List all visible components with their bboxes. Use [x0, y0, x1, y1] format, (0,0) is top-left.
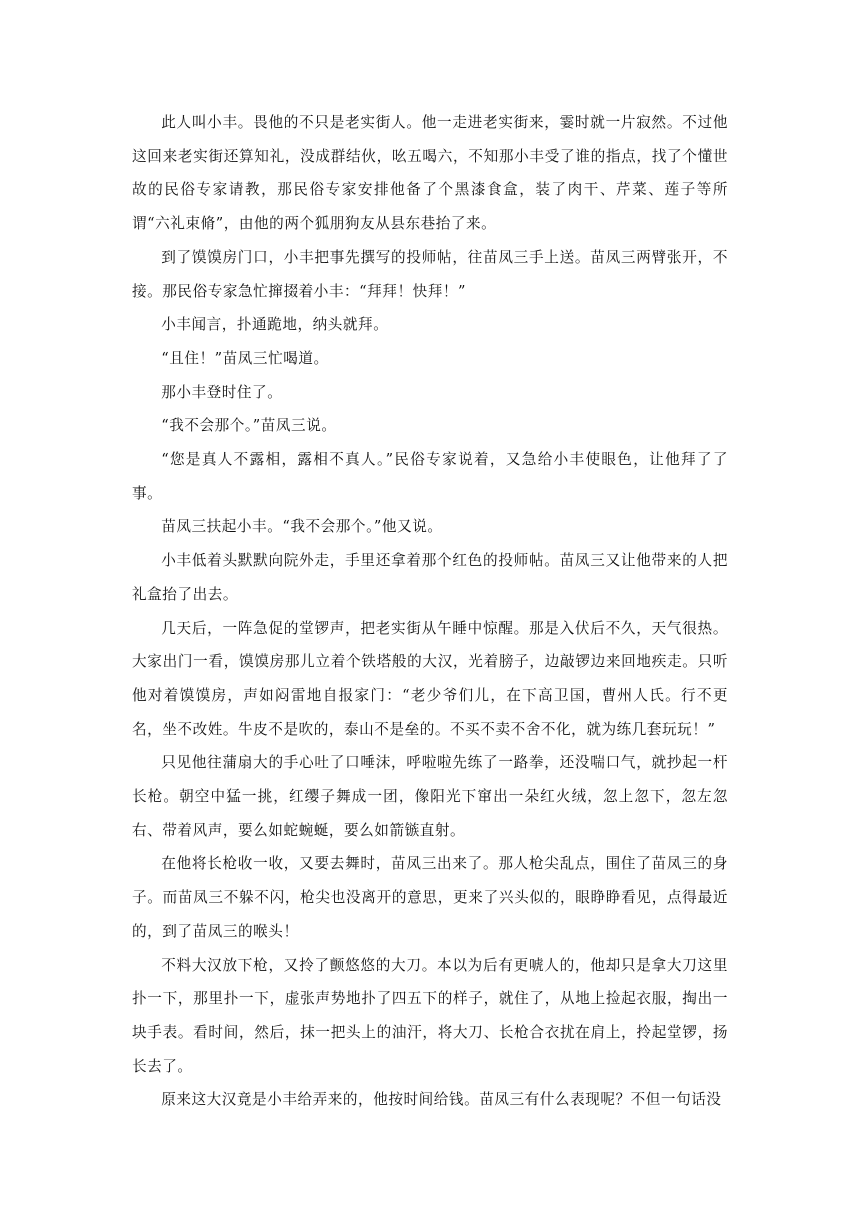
- paragraph: 原来这大汉竟是小丰给弄来的，他按时间给钱。苗凤三有什么表现呢？不但一句话没: [161, 1091, 722, 1109]
- paragraph: 到了馍馍房门口，小丰把事先撰写的投师帖，往苗凤三手上送。苗凤三两臂张开，不接。那民俗专家急忙撺掇着小丰：“拜拜！快拜！”: [132, 248, 728, 300]
- body-text: [132, 106, 728, 1117]
- paragraph: “我不会那个。”苗凤三说。: [161, 417, 337, 435]
- paragraph: “您是真人不露相，露相不真人。”民俗专家说着，又急给小丰使眼色，让他拜了了事。: [132, 451, 728, 502]
- paragraph: “且住！”苗凤三忙喝道。: [161, 349, 329, 367]
- paragraph: 小丰闻言，扑通跪地，纳头就拜。: [161, 316, 389, 334]
- paragraph: 苗凤三扶起小丰。“我不会那个。”他又说。: [161, 518, 443, 536]
- paragraph: 在他将长枪收一收，又要去舞时，苗凤三出来了。那人枪尖乱点，围住了苗凤三的身子。而苗凤三不躲不闪，枪尖也没离开的意思，更来了兴头似的，眼睁睁看见，点得最近的，到了苗凤三的喉头！: [132, 855, 728, 940]
- paragraph: 只见他往蒲扇大的手心吐了口唾沫，呼啦啦先练了一路拳，还没喘口气，就抄起一杆长枪。朝空中猛一挑，红缨子舞成一团，像阳光下窜出一朵红火绒，忽上忽下，忽左忽右、带着风声，要么如蛇蜿蜒，要么如箭镞直射。: [132, 754, 728, 839]
- paragraph: 几天后，一阵急促的堂锣声，把老实街从午睡中惊醒。那是入伏后不久，天气很热。大家出门一看，馍馍房那儿立着个铁塔般的大汉，光着膀子，边敲锣边来回地疾走。只听他对着馍馍房，声如闷雷地自报家门：“老少爷们儿，在下高卫国，曹州人氏。行不更名，坐不改姓。牛皮不是吹的，泰山不是垒的。不买不卖不舍不化，就为练几套玩玩！”: [132, 619, 728, 738]
- paragraph: 那小丰登时住了。: [161, 383, 283, 401]
- paragraph: 小丰低着头默默向院外走，手里还拿着那个红色的投师帖。苗凤三又让他带来的人把礼盒抬了出去。: [132, 552, 728, 603]
- paragraph: 不料大汉放下枪，又拎了颤悠悠的大刀。本以为后有更唬人的，他却只是拿大刀这里扑一下，那里扑一下，虚张声势地扑了四五下的样子，就住了，从地上捡起衣服，掏出一块手表。看时间，然后，抹一把头上的油汗，将大刀、长枪合衣扰在肩上，拎起堂锣，扬长去了。: [132, 956, 728, 1075]
- paragraph: 此人叫小丰。畏他的不只是老实街人。他一走进老实街来，霎时就一片寂然。不过他这回来老实街还算知礼，没成群结伙，吆五喝六，不知那小丰受了谁的指点，找了个懂世故的民俗专家请教，那民俗专家安排他备了个黑漆食盒，装了肉干、芹菜、莲子等所谓“六礼束脩”，由他的两个狐朋狗友从县东巷抬了来。: [132, 114, 728, 233]
